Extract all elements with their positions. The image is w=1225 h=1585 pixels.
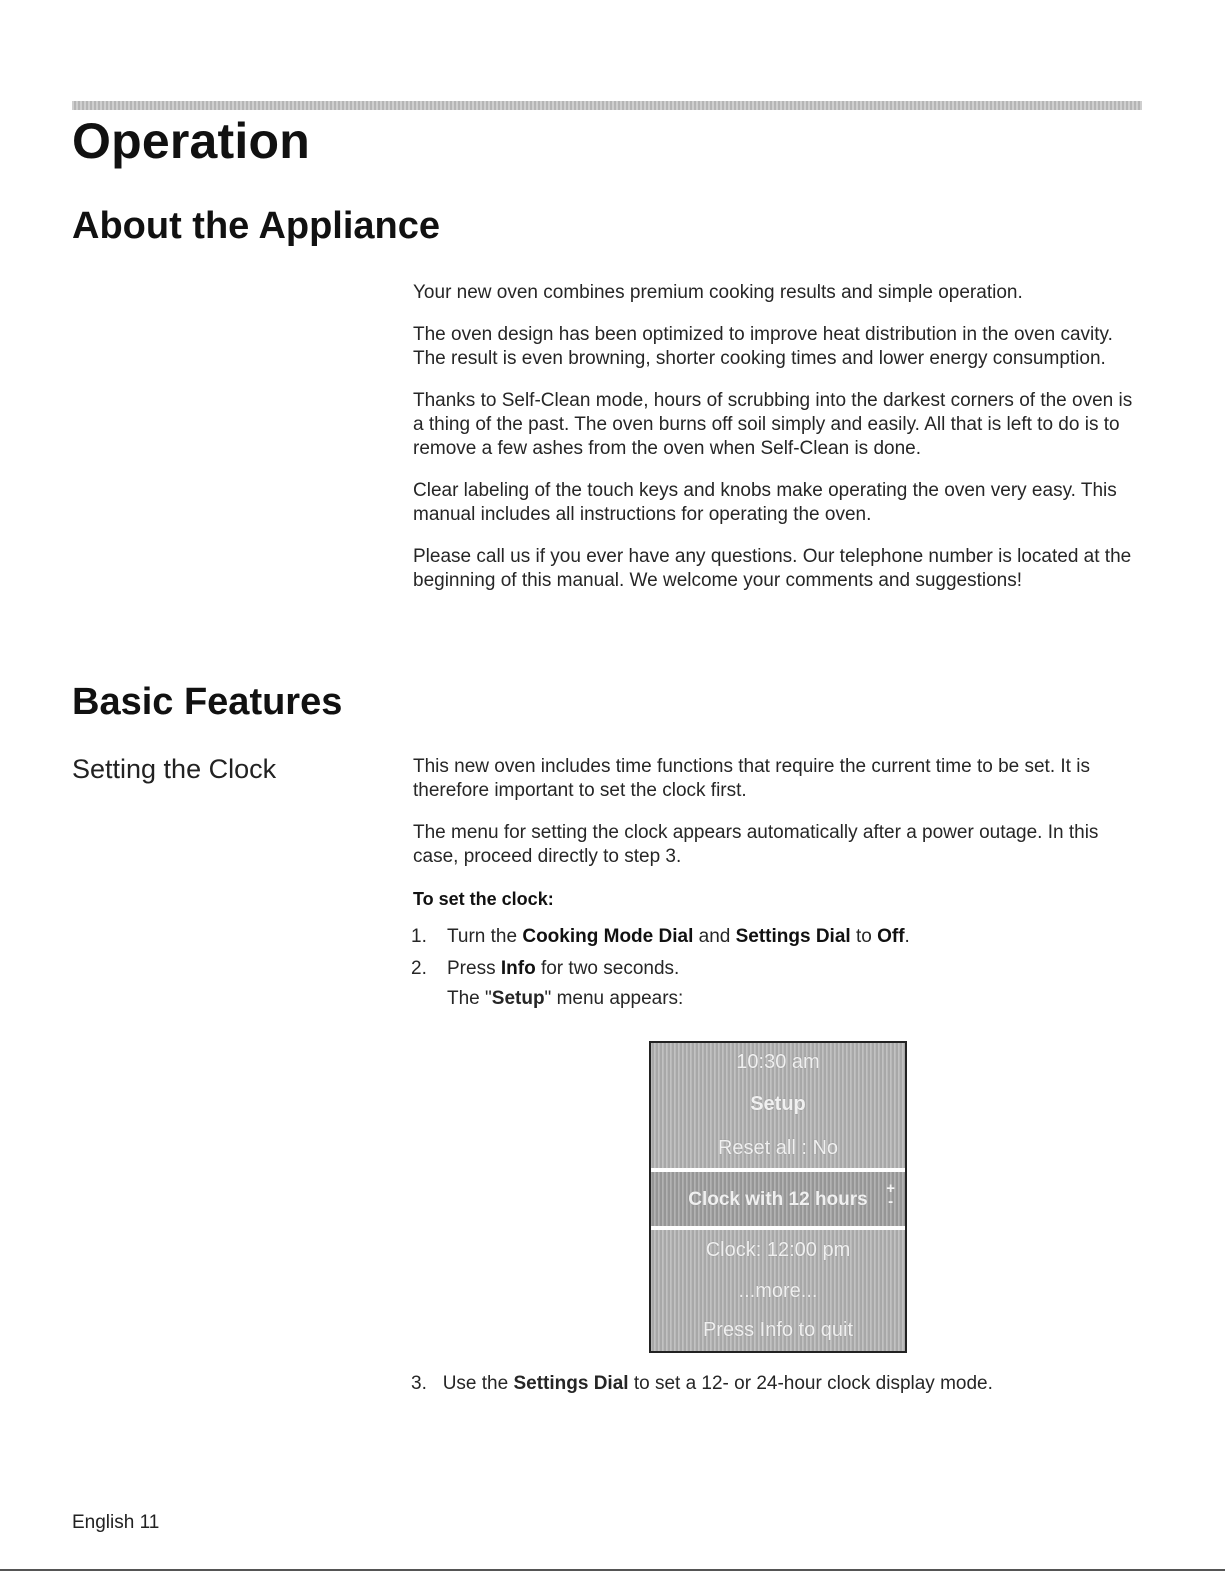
page-title: Operation bbox=[72, 113, 310, 169]
about-paragraph: The oven design has been optimized to improve heat distribution in the oven cavity. The result is even browning, shorter cooking times and lower energy consumption. bbox=[413, 324, 1113, 369]
step-3: 3. Use the Settings Dial to set a 12- or 24-hour clock display mode. bbox=[411, 1373, 993, 1394]
about-section bbox=[413, 281, 1148, 611]
display-more: ...more... bbox=[738, 1280, 818, 1302]
display-clock: Clock: 12:00 pm bbox=[705, 1239, 851, 1261]
display-quit: Press Info to quit bbox=[702, 1319, 854, 1341]
step-2: 2. Press Info for two seconds. bbox=[411, 958, 680, 979]
display-title: Setup bbox=[750, 1093, 806, 1115]
clock-intro: The menu for setting the clock appears automatically after a power outage. In this case, proceed directly to step 3. bbox=[413, 822, 1099, 867]
procedure-title: To set the clock: bbox=[413, 889, 554, 909]
clock-intro: This new oven includes time functions that require the current time to be set. It is therefore important to set the clock first. bbox=[413, 756, 1090, 801]
clock-section bbox=[413, 755, 1148, 1011]
setting-clock-heading: Setting the Clock bbox=[72, 754, 277, 784]
step-1: 1. Turn the Cooking Mode Dial and Settings Dial to Off. bbox=[411, 926, 910, 947]
about-paragraph: Your new oven combines premium cooking results and simple operation. bbox=[413, 282, 1023, 303]
bottom-divider bbox=[0, 1569, 1225, 1571]
about-heading: About the Appliance bbox=[72, 205, 441, 247]
oven-display bbox=[649, 1041, 907, 1353]
about-paragraph: Clear labeling of the touch keys and knobs make operating the oven very easy. This manual includes all instructions for operating the oven. bbox=[413, 480, 1117, 525]
about-paragraph: Thanks to Self-Clean mode, hours of scrubbing into the darkest corners of the oven is a thing of the past. The oven burns off soil simply and easily. All that is left to do is to remove a few ashes from the oven when Self-Clean is done. bbox=[413, 390, 1133, 459]
plus-minus-icon: + - bbox=[886, 1180, 895, 1210]
steps-list bbox=[413, 925, 1148, 981]
top-divider bbox=[72, 101, 1142, 110]
display-selected-row bbox=[651, 1168, 905, 1230]
setup-note: The "Setup" menu appears: bbox=[447, 988, 684, 1009]
display-selected: Clock with 12 hours bbox=[688, 1189, 868, 1210]
page-footer: English 11 bbox=[72, 1512, 160, 1533]
display-reset: Reset all : No bbox=[717, 1137, 839, 1159]
about-paragraph: Please call us if you ever have any questions. Our telephone number is located at the beginning of this manual. We welcome your comments and suggestions! bbox=[413, 546, 1132, 591]
display-time: 10:30 am bbox=[736, 1051, 820, 1073]
basic-features-heading: Basic Features bbox=[72, 681, 343, 723]
